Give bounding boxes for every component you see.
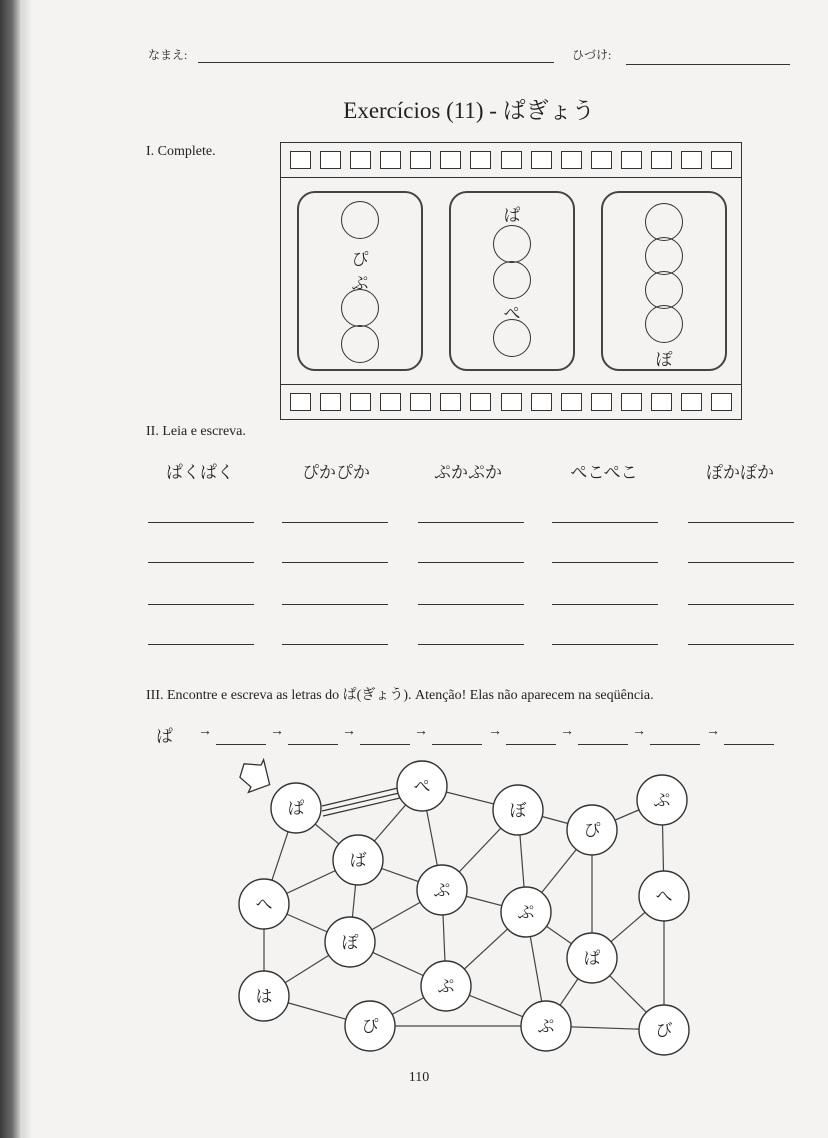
- maze-nodes: [239, 761, 689, 1055]
- maze-node[interactable]: [521, 1001, 571, 1051]
- kana-pa: ぱ: [503, 206, 521, 226]
- maze-node[interactable]: [271, 783, 321, 833]
- kana-pi: ぴ: [351, 250, 369, 270]
- maze-node[interactable]: [345, 1001, 395, 1051]
- maze-node-label: ぷ: [433, 881, 451, 901]
- kana-pu: ぷ: [351, 274, 369, 294]
- maze-node-label: ぷ: [437, 977, 455, 997]
- maze-node[interactable]: [239, 879, 289, 929]
- maze-node[interactable]: [639, 1005, 689, 1055]
- maze-node-label: ぼ: [509, 801, 527, 821]
- arrow-icon: →: [488, 724, 502, 739]
- word-3: ぷかぷか: [434, 463, 502, 483]
- maze-node-label: ぱ: [287, 799, 305, 819]
- page-number: 110: [408, 1070, 430, 1085]
- arrow-icon: →: [198, 724, 212, 739]
- section-1-heading: I. Complete.: [146, 144, 216, 159]
- kana-po: ぽ: [655, 350, 673, 370]
- arrow-icon: →: [270, 724, 284, 739]
- word-4: ぺこぺこ: [570, 463, 638, 483]
- maze-node-label: は: [255, 987, 273, 1007]
- word-2: ぴかぴか: [302, 463, 370, 483]
- name-label: なまえ:: [148, 48, 188, 62]
- maze-node[interactable]: [239, 971, 289, 1021]
- section-2-heading: II. Leia e escreva.: [146, 424, 246, 439]
- page-title: Exercícios (11) - ぱぎょう: [343, 98, 595, 123]
- maze-node-label: ぴ: [361, 1017, 379, 1037]
- arrow-icon: →: [632, 724, 646, 739]
- maze-node-label: ぴ: [583, 821, 601, 841]
- maze-node[interactable]: [397, 761, 447, 811]
- maze-node[interactable]: [333, 835, 383, 885]
- maze-node[interactable]: [567, 805, 617, 855]
- maze-node-label: ば: [349, 851, 367, 871]
- maze-node[interactable]: [637, 775, 687, 825]
- maze-node-label: ぷ: [517, 903, 535, 923]
- arrow-icon: →: [414, 724, 428, 739]
- arrow-icon: →: [560, 724, 574, 739]
- kana-pe: ぺ: [503, 304, 521, 324]
- arrow-icon: →: [342, 724, 356, 739]
- maze-node-label: へ: [255, 895, 273, 915]
- arrow-icon: →: [706, 724, 720, 739]
- maze-node-label: ぷ: [653, 791, 671, 811]
- maze-node[interactable]: [567, 933, 617, 983]
- maze-node[interactable]: [501, 887, 551, 937]
- sequence-start: ぱ: [156, 727, 173, 747]
- word-1: ぱくぱく: [166, 463, 234, 483]
- maze-node[interactable]: [493, 785, 543, 835]
- maze-node-label: へ: [655, 887, 673, 907]
- date-label: ひづけ:: [572, 48, 612, 62]
- maze-node-label: ぷ: [537, 1017, 555, 1037]
- maze-node[interactable]: [325, 917, 375, 967]
- maze-node[interactable]: [417, 865, 467, 915]
- section-3-heading: III. Encontre e escreva as letras do ぱ(ぎょう). Atenção! Elas não aparecem na seqüência.: [146, 688, 654, 703]
- maze-node-label: び: [655, 1021, 673, 1041]
- maze-node-label: ぽ: [341, 933, 359, 953]
- maze-node[interactable]: [639, 871, 689, 921]
- maze-node-label: ぺ: [413, 777, 431, 797]
- word-5: ぽかぽか: [706, 463, 774, 483]
- maze-node-label: ぱ: [583, 949, 601, 969]
- maze-node[interactable]: [421, 961, 471, 1011]
- start-arrow-icon: [234, 753, 278, 799]
